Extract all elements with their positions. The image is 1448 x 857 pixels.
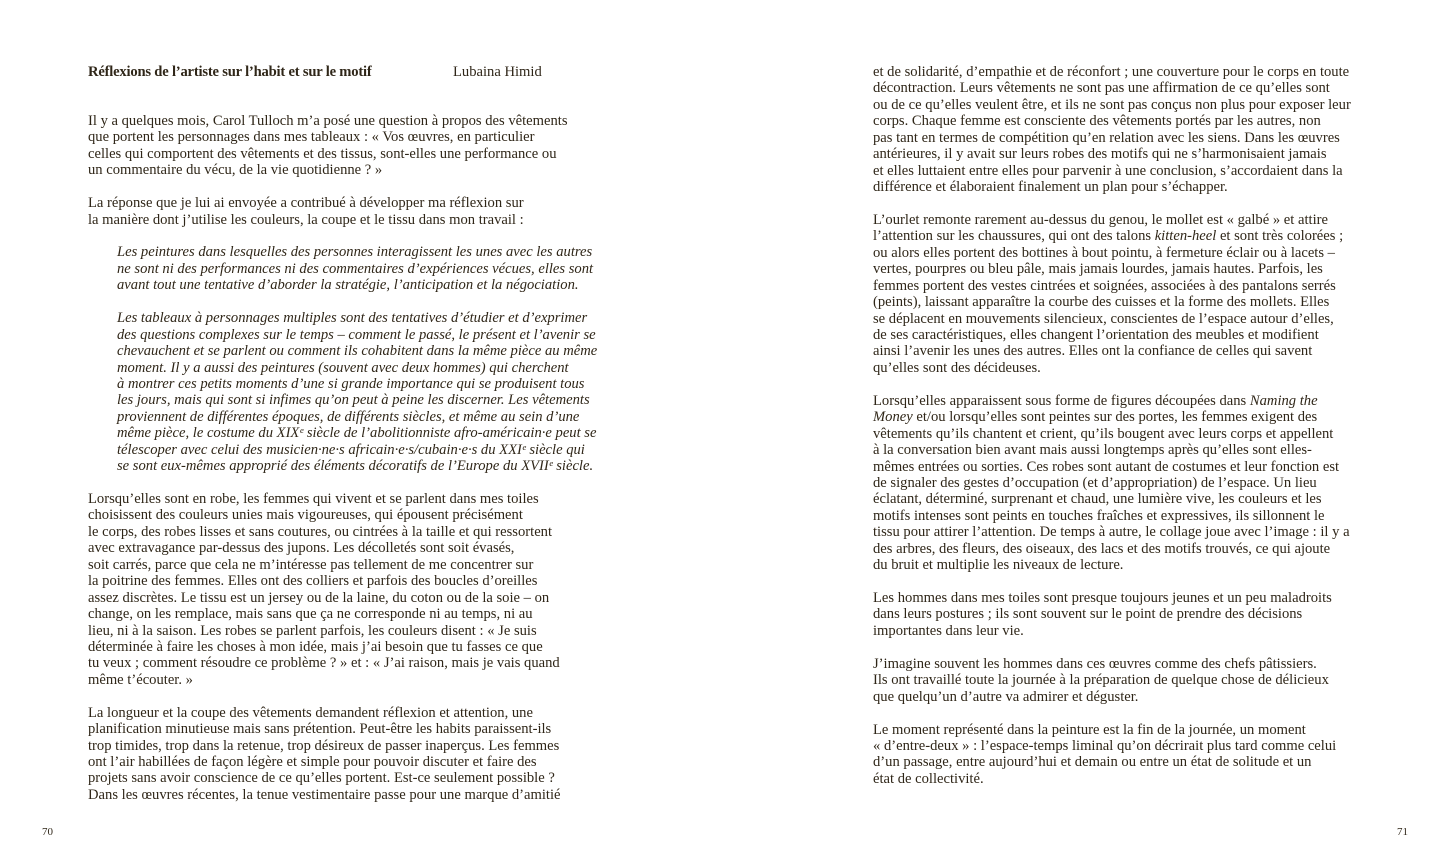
text-line: ont l’air habillées de façon légère et simple pour pouvoir discuter et faire des [88, 754, 537, 770]
text-line: Lorsqu’elles sont en robe, les femmes qui vivent et se parlent dans mes toiles [88, 491, 539, 507]
left-page-column [88, 64, 598, 820]
text-line: à montrer ces petits moments d’une si grande importance qui se produisent tous [117, 375, 585, 392]
page-number-left: 70 [42, 826, 53, 838]
text-line: mêmes entrées ou sorties. Ces robes sont autant de costumes et leur fonction est [873, 458, 1340, 475]
text-line: pas tant en termes de compétition qu’en relation avec les siens. Dans les œuvres [873, 129, 1340, 146]
text-line: que portent les personnages dans mes tableaux : « Vos œuvres, en particulier [88, 129, 535, 146]
text-line: change, on les remplace, mais sans que ça ne corresponde ni au temps, ni au [88, 606, 533, 623]
text-line: importantes dans leur vie. [873, 622, 1024, 639]
text-line: l’attention sur les chaussures, qui ont des talons kitten-heel et sont très colorées ; [873, 228, 1344, 245]
text-line: le corps, des robes lisses et sans coutures, ou cintrées à la taille et qui ressortent [88, 523, 553, 540]
text-line: se déplacent en mouvements silencieux, conscientes de l’espace autour d’elles, [873, 310, 1334, 327]
text-line: projets sans avoir conscience de ce qu’elles portent. Est-ce seulement possible ? [88, 770, 555, 787]
text-line: les jours, mais qui sont si infimes qu’on peut à peine les discerner. Les vêtements [117, 392, 590, 409]
article-title: Réflexions de l’artiste sur l’habit et sur le motif [88, 64, 372, 80]
text-line: tissu pour attirer l’attention. De temps à autre, le collage joue avec l’image : il y a [873, 524, 1350, 541]
text-line: la poitrine des femmes. Elles ont des colliers et parfois des boucles d’oreilles [88, 573, 538, 590]
text-line: proviennent de différentes époques, de différents siècles, et même au sein d’une [117, 408, 580, 425]
text-line: éclatant, déterminé, surprenant et chaud, une lumière vive, les couleurs et les [873, 491, 1322, 508]
page-number-right: 71 [1397, 826, 1408, 838]
text-line: « d’entre-deux » : l’espace-temps liminal qu’on décrirait plus tard comme celui [873, 737, 1337, 754]
right-body-text [873, 64, 1373, 787]
text-line: que quelqu’un d’autre va admirer et déguster. [873, 688, 1139, 705]
text-line: à la conversation bien avant mais aussi longtemps après qu’elles sont elles- [873, 442, 1312, 459]
text-line: choisissent des couleurs unies mais vigoureuses, qui épousent précisément [88, 507, 523, 524]
text-line: Les tableaux à personnages multiples sont des tentatives d’étudier et d’exprimer [117, 310, 588, 327]
text-line: Dans les œuvres récentes, la tenue vestimentaire passe pour une marque d’amitié [88, 786, 561, 803]
text-line: même pièce, le costume du XIXᵉ siècle de l’abolitionniste afro-américain·e peut se [117, 425, 597, 442]
text-line: vêtements qu’ils chantent et crient, qu’ils bougent avec leurs corps et appellent [873, 425, 1334, 442]
text-line: La longueur et la coupe des vêtements demandent réflexion et attention, une [88, 704, 533, 721]
text-line: Les hommes dans mes toiles sont presque toujours jeunes et un peu maladroits [873, 590, 1332, 606]
text-line: femmes portent des vestes cintrées et soignées, associées à des pantalons serrés [873, 277, 1336, 294]
text-line: soit carrés, parce que cela ne m’intéresse pas tellement de me concentrer sur [88, 556, 534, 573]
text-line: avant tout une tentative d’aborder la stratégie, l’anticipation et la négociation. [117, 277, 579, 294]
paragraph [88, 491, 588, 688]
text-line: télescoper avec celui des musicien·ne·s africain·e·s/cubain·e·s du XXIᵉ siècle qui [117, 441, 585, 458]
paragraph [873, 722, 1373, 788]
text-line: de ses caractéristiques, elles changent l’orientation des meubles et modifient [873, 327, 1319, 343]
text-line: planification minutieuse mais sans prétention. Peut-être les habits paraissent-ils [88, 721, 552, 738]
paragraph [873, 590, 1373, 639]
paragraph [873, 393, 1373, 574]
block-quote [117, 244, 594, 294]
right-page-column [873, 64, 1373, 804]
text-line: Money et/ou lorsqu’elles sont peintes sur des portes, les femmes exigent des [873, 409, 1318, 426]
paragraph [88, 113, 588, 179]
text-line: et elles luttaient entre elles pour parvenir à une conclusion, s’accordaient dans la [873, 162, 1343, 179]
left-body-text [88, 112, 598, 803]
text-line: la manière dont j’utilise les couleurs, la coupe et le tissu dans mon travail : [88, 211, 524, 228]
text-line: Les peintures dans lesquelles des personnes interagissent les unes avec les autres [117, 244, 593, 261]
text-line: décontraction. Leurs vêtements ne sont pas une affirmation de ce qu’elles sont [873, 80, 1330, 97]
text-line: La réponse que je lui ai envoyée a contribué à développer ma réflexion sur [88, 195, 524, 212]
text-line: ainsi l’avenir les unes des autres. Elles ont la confiance de celles qui savent [873, 343, 1313, 360]
text-line: ou alors elles portent des bottines à bout pointu, à fermeture éclair ou à lacets – [873, 244, 1335, 261]
author-name: Lubaina Himid [453, 64, 542, 80]
paragraph [88, 195, 588, 228]
paragraph [873, 656, 1373, 705]
text-line: un commentaire du vécu, de la vie quotidienne ? » [88, 162, 383, 179]
block-quote [117, 310, 598, 475]
text-line: d’un passage, entre aujourd’hui et demain ou entre un état de solitude et un [873, 754, 1312, 771]
text-line: et de solidarité, d’empathie et de réconfort ; une couverture pour le corps en toute [873, 64, 1350, 80]
text-line: ou de ce qu’elles veulent être, et ils ne sont pas conçus non plus pour exposer leur [873, 96, 1351, 113]
text-line: différence et élaboraient finalement un plan pour s’échapper. [873, 179, 1228, 196]
text-line: assez discrètes. Le tissu est un jersey ou de la laine, du coton ou de la soie – on [88, 589, 550, 606]
text-line: motifs intenses sont peints en touches fraîches et expressives, ils sillonnent le [873, 507, 1325, 524]
text-line: qu’elles sont des décideuses. [873, 359, 1041, 376]
text-line: corps. Chaque femme est consciente des vêtements portés par les autres, non [873, 113, 1321, 130]
text-line: moment. Il y a aussi des peintures (souvent avec deux hommes) qui cherchent [117, 359, 569, 376]
text-line: ne sont ni des performances ni des commentaires d’expériences vécues, elles sont [117, 260, 594, 277]
text-line: (peints), laissant apparaître la courbe des cuisses et la forme des mollets. Elles [873, 294, 1330, 311]
text-line: se sont eux-mêmes approprié des éléments décoratifs de l’Europe du XVIIᵉ siècle. [117, 458, 594, 475]
text-line: état de collectivité. [873, 770, 984, 787]
paragraph [873, 64, 1373, 196]
text-line: avec extravagance par-dessus des jupons. Les décolletés sont soit évasés, [88, 540, 515, 557]
text-line: du bruit et multiplie les niveaux de lecture. [873, 557, 1124, 574]
text-line: vertes, pourpres ou bleu pâle, mais jamais lourdes, jamais hautes. Parfois, les [873, 261, 1323, 278]
text-line: celles qui comportent des vêtements et des tissus, sont-elles une performance ou [88, 145, 557, 162]
text-line: J’imagine souvent les hommes dans ces œuvres comme des chefs pâtissiers. [873, 655, 1317, 672]
text-line: même t’écouter. » [88, 671, 193, 688]
text-line: trop timides, trop dans la retenue, trop désireux de passer inaperçus. Les femmes [88, 737, 560, 754]
text-line: dans leurs postures ; ils sont souvent sur le point de prendre des décisions [873, 606, 1303, 623]
text-line: L’ourlet remonte rarement au-dessus du genou, le mollet est « galbé » et attire [873, 211, 1328, 228]
text-line: Il y a quelques mois, Carol Tulloch m’a posé une question à propos des vêtements [88, 112, 568, 129]
text-line: chevauchent et se parlent ou comment ils cohabitent dans la même pièce au même [117, 343, 598, 360]
text-line: des arbres, des fleurs, des oiseaux, des lacs et des motifs trouvés, ce qui ajoute [873, 540, 1331, 557]
paragraph [88, 705, 588, 804]
text-line: Le moment représenté dans la peinture est la fin de la journée, un moment [873, 721, 1306, 738]
text-line: de signaler des gestes d’occupation (et d’appropriation) de l’espace. Un lieu [873, 474, 1317, 491]
text-line: tu veux ; comment résoudre ce problème ? » et : « J’ai raison, mais je vais quand [88, 655, 560, 672]
text-line: des questions complexes sur le temps – comment le passé, le présent et l’avenir se [117, 326, 596, 343]
heading-row [88, 64, 588, 80]
text-line: Lorsqu’elles apparaissent sous forme de figures découpées dans Naming the [873, 392, 1318, 409]
text-line: Ils ont travaillé toute la journée à la préparation de quelque chose de délicieux [873, 672, 1329, 689]
paragraph [873, 212, 1373, 376]
text-line: lieu, ni à la saison. Les robes se parlent parfois, les couleurs disent : « Je suis [88, 622, 537, 639]
text-line: antérieures, il y avait sur leurs robes des motifs qui ne s’harmonisaient jamais [873, 146, 1327, 163]
text-line: déterminée à faire les choses à mon idée, mais j’ai besoin que tu fasses ce que [88, 638, 543, 655]
